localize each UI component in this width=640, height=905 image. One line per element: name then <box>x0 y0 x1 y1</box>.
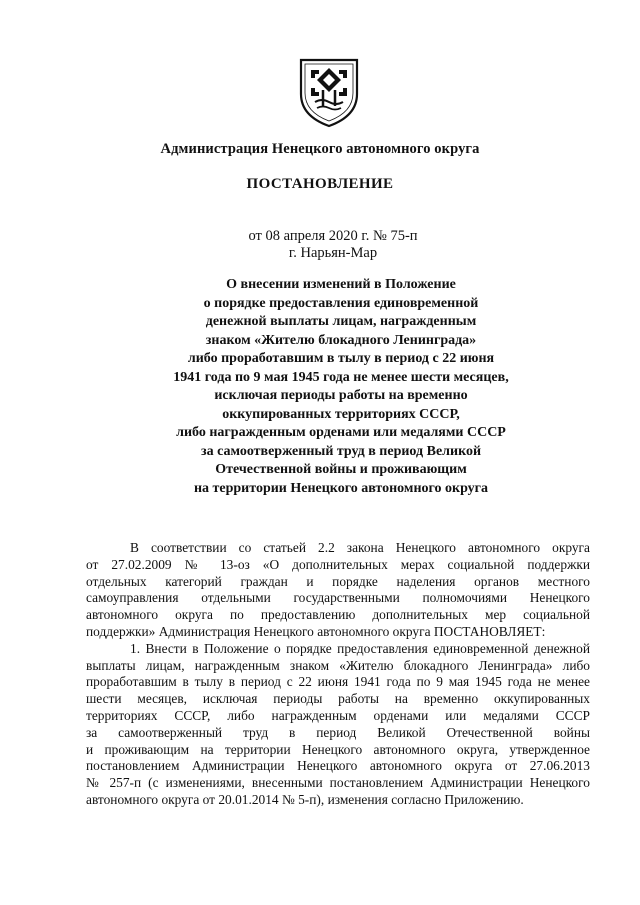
document-body <box>86 540 590 809</box>
subject-line: 1941 года по 9 мая 1945 года не менее шести месяцев, <box>173 369 509 385</box>
document-type: ПОСТАНОВЛЕНИЕ <box>246 176 394 192</box>
organization-name: Администрация Ненецкого автономного округа <box>160 141 480 157</box>
body-line: самоуправления отдельными государственными полномочиями Ненецкого <box>86 590 590 606</box>
body-line: автономного округа от 20.01.2014 № 5-п), изменения согласно Приложению. <box>86 791 524 807</box>
subject-line: Отечественной войны и проживающим <box>215 462 467 477</box>
date-and-number: от 08 апреля 2020 г. № 75-п <box>248 228 418 244</box>
body-line: № 257-п (с изменениями, внесенными постановлением Администрации Ненецкого <box>86 775 590 791</box>
body-line: поддержки» Администрация Ненецкого автономного округа ПОСТАНОВЛЯЕТ: <box>86 623 546 639</box>
document-subject <box>0 276 640 498</box>
paragraph-preamble <box>86 540 590 641</box>
body-line: шести месяцев, исключая периоды работы на временно оккупированных <box>86 691 590 707</box>
subject-line: оккупированных территориях СССР, <box>222 406 460 422</box>
subject-line: либо проработавшим в тылу в период с 22 июня <box>187 351 495 366</box>
coat-of-arms-icon <box>297 50 361 130</box>
body-line: территориях СССР, либо награжденным орденами или медалями СССР <box>86 707 590 723</box>
body-line: В соответствии со статьей 2.2 закона Ненецкого автономного округа <box>130 540 590 555</box>
body-line: автономного округа по предоставлению дополнительных мер социальной <box>86 607 590 623</box>
subject-line: знаком «Жителю блокадного Ленинграда» <box>205 332 477 348</box>
body-line: постановлением Администрации Ненецкого автономного округа от 27.06.2013 <box>86 758 590 774</box>
body-line: 1. Внести в Положение о порядке предоставления единовременной денежной <box>130 640 590 656</box>
body-line: отдельных категорий граждан и порядке наделения органов местного <box>86 573 590 589</box>
subject-line: О внесении изменений в Положение <box>226 277 456 292</box>
paragraph-item-1 <box>86 641 590 809</box>
subject-line: о порядке предоставления единовременной <box>203 295 479 311</box>
body-line: и проживающим на территории Ненецкого автономного округа, утвержденное <box>86 741 590 757</box>
subject-line: исключая периоды работы на временно <box>214 388 468 403</box>
subject-line: на территории Ненецкого автономного округа <box>193 480 489 496</box>
subject-line: либо награжденным орденами или медалями СССР <box>176 425 506 440</box>
date-number-block <box>0 228 640 262</box>
body-line: от 27.02.2009 № 13-оз «О дополнительных мерах социальной поддержки <box>86 556 590 572</box>
subject-line: денежной выплаты лицам, награжденным <box>205 314 477 329</box>
body-line: за самоотверженный труд в период Великой Отечественной войны <box>86 724 590 740</box>
subject-line: за самоотверженный труд в период Великой <box>200 443 482 459</box>
city-name: г. Нарьян-Мар <box>288 245 378 261</box>
body-line: проработавшим в тылу в период с 22 июня 1941 года по 9 мая 1945 года не менее <box>86 674 590 690</box>
body-line: выплаты лицам, награжденным знаком «Жителю блокадного Ленинграда» либо <box>86 657 590 673</box>
